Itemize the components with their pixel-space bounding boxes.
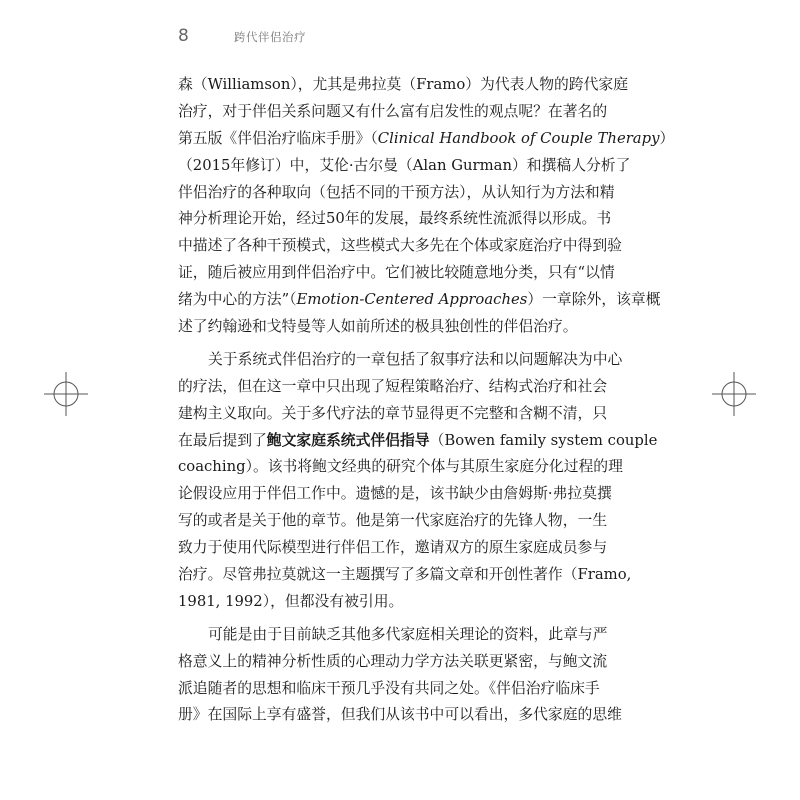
running-header <box>178 26 306 46</box>
text-line <box>178 99 624 126</box>
text-run: 在最后提到了 <box>178 431 267 449</box>
text-run: ） <box>659 129 675 147</box>
text-run: ）一章除外，该章概 <box>527 291 661 309</box>
text-run: 中描述了各种干预模式，这些模式大多先在个体或家庭治疗中得到验 <box>178 237 622 255</box>
text-run: （2015年修订）中，艾伦·古尔曼（Alan Gurman）和撰稿人分析了 <box>178 156 631 174</box>
italic-text: Emotion-Centered Approaches <box>296 291 528 309</box>
italic-text: Clinical Handbook of Couple Therapy <box>377 129 660 147</box>
text-line <box>178 180 624 207</box>
text-run: 写的或者是关于他的章节。他是第一代家庭治疗的先锋人物，一生 <box>178 512 608 530</box>
text-line <box>178 260 624 287</box>
text-run: 论假设应用于伴侣工作中。遗憾的是，该书缺少由詹姆斯·弗拉莫撰 <box>178 485 612 503</box>
body-text <box>178 72 675 729</box>
text-line <box>178 374 624 401</box>
text-run: 格意义上的精神分析性质的心理动力学方法关联更紧密，与鲍文流 <box>178 652 608 670</box>
text-run: 治疗。尽管弗拉莫就这一主题撰写了多篇文章和开创性著作（Framo, <box>178 566 632 584</box>
text-run: 伴侣治疗的各种取向（包括不同的干预方法），从认知行为方法和精 <box>178 183 615 201</box>
text-line <box>178 126 675 153</box>
text-line <box>178 314 624 341</box>
text-line <box>178 206 624 233</box>
text-line <box>178 702 624 729</box>
text-run: 森（Williamson），尤其是弗拉莫（Framo）为代表人物的跨代家庭 <box>178 76 628 93</box>
text-run: coaching）。该书将鲍文经典的研究个体与其原生家庭分化过程的理 <box>178 458 623 476</box>
crosshair-registration-mark-icon <box>712 372 756 416</box>
text-run: 绪为中心的方法”（ <box>178 291 297 309</box>
text-run: 1981, 1992），但都没有被引用。 <box>178 592 404 610</box>
text-run: 的疗法，但在这一章中只出现了短程策略治疗、结构式治疗和社会 <box>178 377 608 395</box>
text-line <box>178 562 632 589</box>
text-run: 第五版《伴侣治疗临床手册》（ <box>178 129 378 147</box>
text-run: 治疗，对于伴侣关系问题又有什么富有启发性的观点呢？在著名的 <box>178 102 608 120</box>
text-line <box>178 649 624 676</box>
text-line <box>178 454 624 481</box>
running-title: 跨代伴侣治疗 <box>234 30 306 44</box>
text-line <box>178 72 628 99</box>
text-run: 述了约翰逊和戈特曼等人如前所述的极具独创性的伴侣治疗。 <box>178 318 578 336</box>
text-line <box>178 428 658 455</box>
text-run: 可能是由于目前缺乏其他多代家庭相关理论的资料，此章与严 <box>208 625 608 643</box>
text-line <box>178 347 624 374</box>
page-number: 8 <box>178 26 189 46</box>
text-line <box>178 589 624 616</box>
text-run: 神分析理论开始，经过50年的发展，最终系统性流派得以形成。书 <box>178 210 612 228</box>
text-line <box>178 508 624 535</box>
text-line <box>178 401 624 428</box>
text-line <box>178 622 624 649</box>
text-line <box>178 481 624 508</box>
text-line <box>178 535 624 562</box>
text-run: 派追随者的思想和临床干预几乎没有共同之处。《伴侣治疗临床手 <box>178 679 600 697</box>
text-line <box>178 287 661 314</box>
text-line <box>178 676 624 703</box>
text-run: 致力于使用代际模型进行伴侣工作，邀请双方的原生家庭成员参与 <box>178 539 608 557</box>
text-line <box>178 233 624 260</box>
text-line <box>178 153 631 180</box>
text-run: （Bowen family system couple <box>429 431 658 449</box>
bold-text: 鲍文家庭系统式伴侣指导 <box>266 431 430 449</box>
text-run: 建构主义取向。关于多代疗法的章节显得更不完整和含糊不清，只 <box>178 404 608 422</box>
text-run: 册》在国际上享有盛誉，但我们从该书中可以看出，多代家庭的思维 <box>178 706 622 724</box>
crosshair-registration-mark-icon <box>44 372 88 416</box>
text-run: 关于系统式伴侣治疗的一章包括了叙事疗法和以问题解决为中心 <box>208 350 623 368</box>
text-run: 证，随后被应用到伴侣治疗中。它们被比较随意地分类，只有“以情 <box>178 264 615 282</box>
